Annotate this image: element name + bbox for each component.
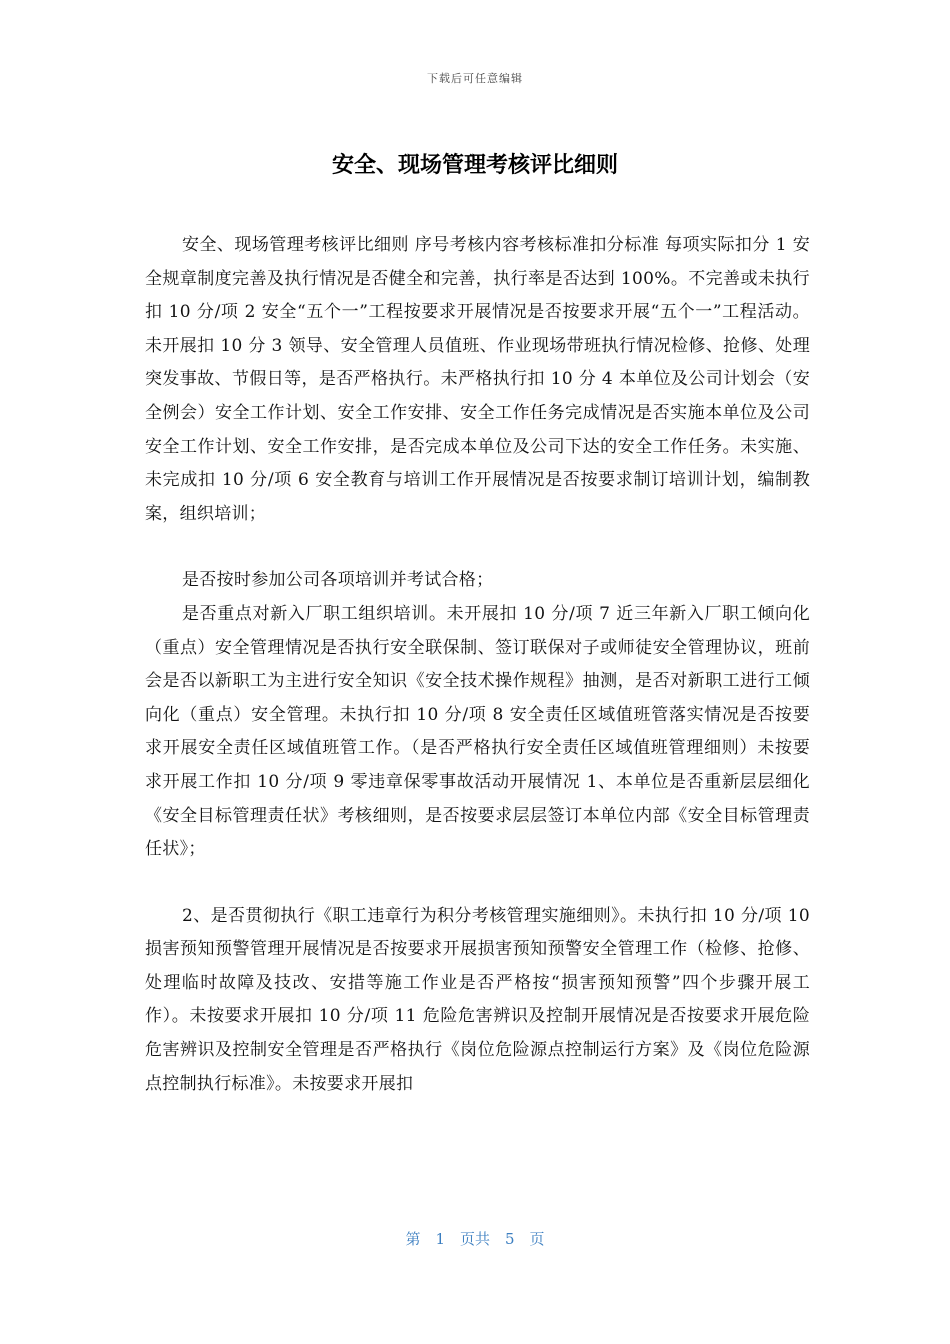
body-paragraph: 安全、现场管理考核评比细则 序号考核内容考核标准扣分标准 每项实际扣分 1 安全规章制度完善及执行情况是否健全和完善，执行率是否达到 100%。不完善或未执行扣 10 分/项 2 安全“五个一”工程按要求开展情况是否按要求开展“五个一”工程活动。未开展扣 10 分 3 领导、安全管理人员值班、作业现场带班执行情况检修、抢修、处理突发事故、节假日等，是否严格执行。未严格执行扣 10 分 4 本单位及公司计划会（安全例会）安全工作计划、安全工作安排、安全工作任务完成情况是否实施本单位及公司安全工作计划、安全工作安排，是否完成本单位及公司下达的安全工作任务。未实施、未完成扣 10 分/项 6 安全教育与培训工作开展情况是否按要求制订培训计划，编制教案，组织培训； xyxy=(145,235,810,524)
body-paragraph: 2、是否贯彻执行《职工违章行为积分考核管理实施细则》。未执行扣 10 分/项 10 损害预知预警管理开展情况是否按要求开展损害预知预警安全管理工作（检修、抢修、处理临时故障及技改、安措等施工作业是否严格按“损害预知预警”四个步骤开展工作）。未按要求开展扣 10 分/项 11 危险危害辨识及控制开展情况是否按要求开展危险危害辨识及控制安全管理是否严格执行《岗位危险源点控制运行方案》及《岗位危险源点控制执行标准》。未按要求开展扣 xyxy=(145,905,810,1094)
header-note: 下载后可任意编辑 xyxy=(427,72,523,85)
page-number-footer: 第 1 页共 5 页 xyxy=(405,1230,545,1248)
document-title: 安全、现场管理考核评比细则 xyxy=(331,153,618,178)
body-paragraph: 是否重点对新入厂职工组织培训。未开展扣 10 分/项 7 近三年新入厂职工倾向化（重点）安全管理情况是否执行安全联保制、签订联保对子或师徒安全管理协议，班前会是否以新职工为主进行安全知识《安全技术操作规程》抽测，是否对新职工进行工倾向化（重点）安全管理。未执行扣 10 分/项 8 安全责任区域值班管落实情况是否按要求开展安全责任区域值班管工作。（是否严格执行安全责任区域值班管理细则）未按要求开展工作扣 10 分/项 9 零违章保零事故活动开展情况 1、本单位是否重新层层细化《安全目标管理责任状》考核细则，是否按要求层层签订本单位内部《安全目标管理责任状》； xyxy=(145,603,810,860)
body-paragraph: 是否按时参加公司各项培训并考试合格； xyxy=(182,570,494,591)
document-body xyxy=(145,229,810,1101)
